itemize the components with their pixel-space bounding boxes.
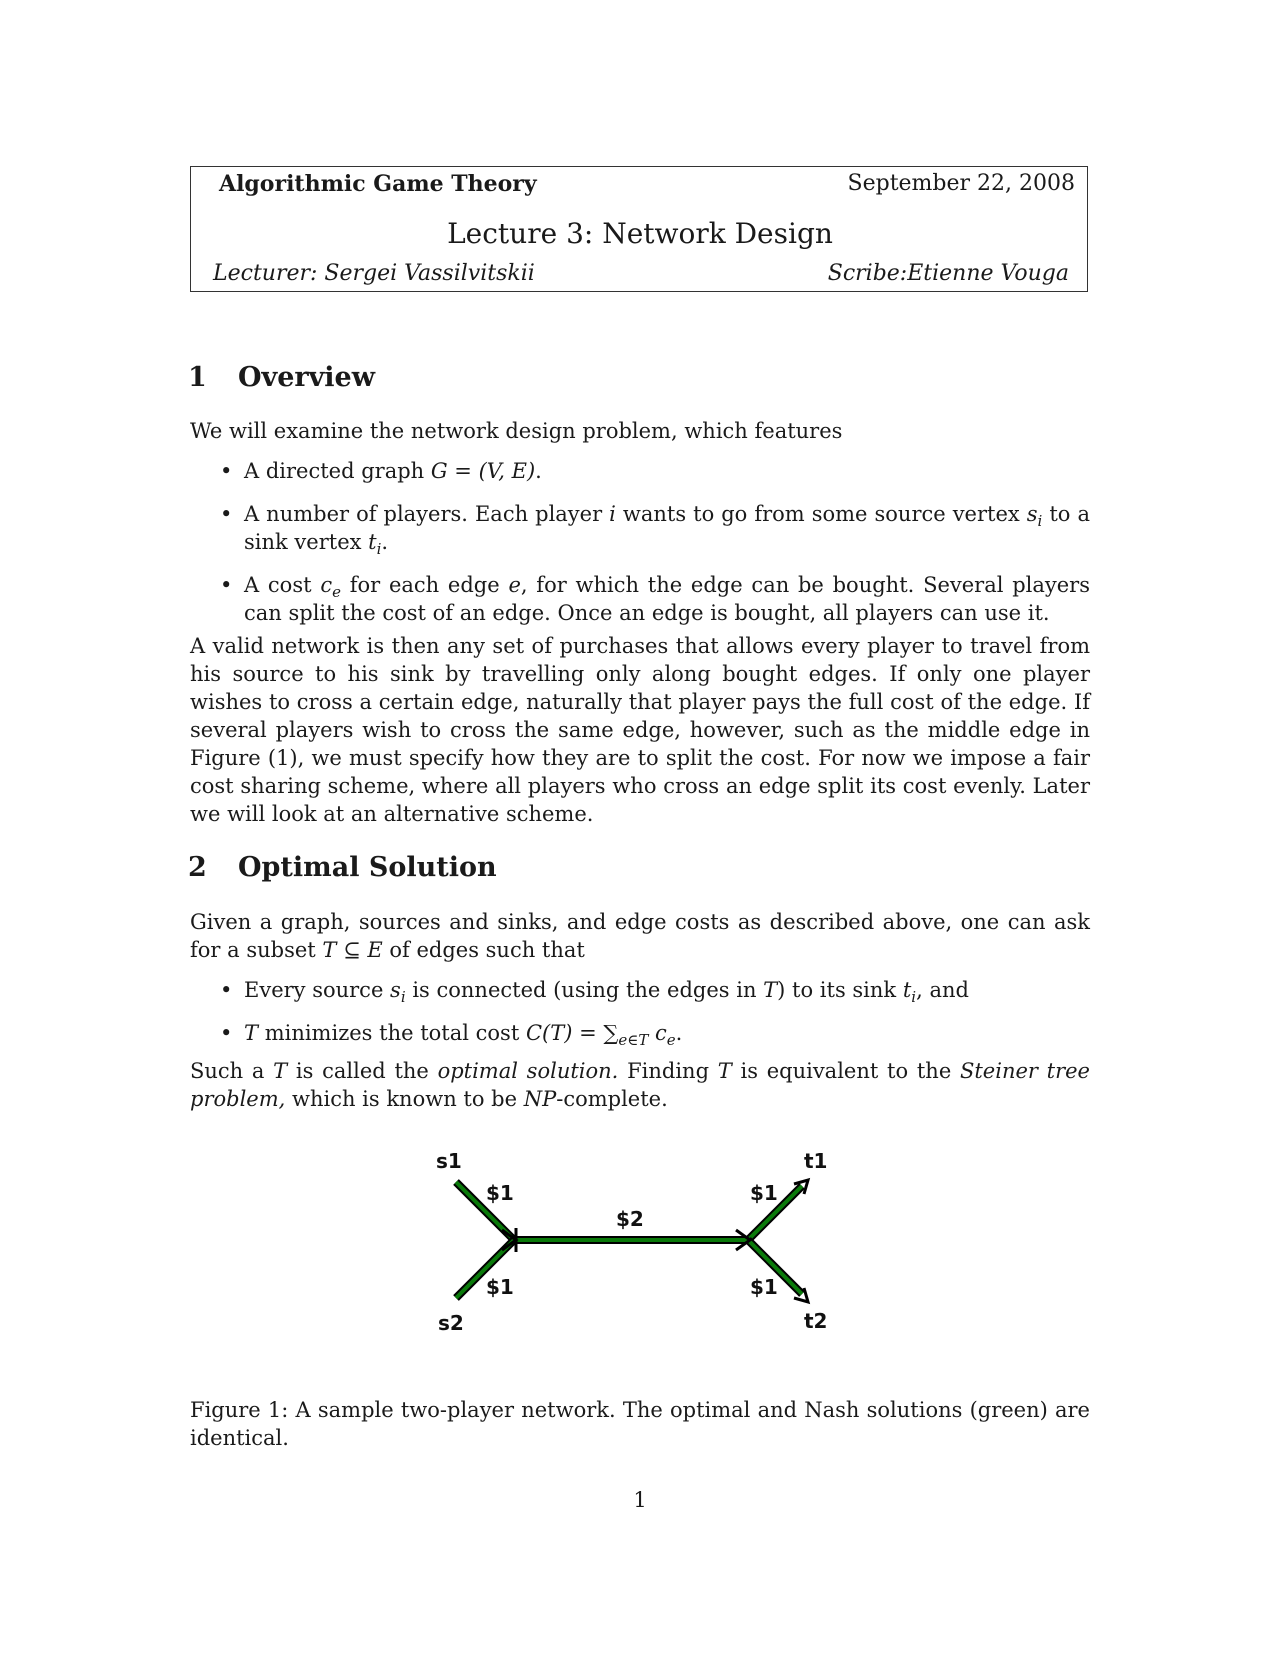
section-heading-overview: [188, 362, 375, 394]
list-item: • A directed graph G = (V, E).: [220, 459, 542, 483]
optimal-bullet-list: [190, 976, 1090, 1050]
figure-caption: Figure 1: A sample two-player network. The optimal and Nash solutions (green) are identical.: [190, 1398, 1090, 1450]
section-title: Optimal Solution: [238, 852, 497, 883]
overview-paragraph: A valid network is then any set of purchases that allows every player to travel from his source to his sink by travelling only along bought edges. If only one player wishes to cross a certain edge, naturally that player pays the full cost of the edge. If several players wish to cross the same edge, however, such as the middle edge in Figure (1), we must specify how they are to split the cost. For now we impose a fair cost sharing scheme, where all players who cross an edge split its cost evenly. Later we will look at an alternative scheme.: [190, 634, 1090, 826]
lecture-title: Lecture 3: Network Design: [447, 217, 833, 250]
section-heading-optimal-solution: [188, 852, 497, 884]
course-name: Algorithmic Game Theory: [219, 171, 537, 197]
section-number: 2: [188, 852, 207, 883]
overview-bullet-list: [190, 457, 1090, 627]
edge-label-t2: $1: [750, 1275, 778, 1299]
lecture-header-box: [190, 166, 1088, 292]
section-number: 1: [188, 362, 207, 393]
lecturer: Lecturer: Sergei Vassilvitskii: [213, 261, 535, 286]
optimal-paragraph: Such a T is called the optimal solution. Finding T is equivalent to the Steiner tree problem, which is known to be NP-complete.: [190, 1059, 1090, 1111]
edge-label-t1: $1: [750, 1181, 778, 1205]
node-label-t2: t2: [804, 1309, 828, 1333]
edge-label-s1: $1: [486, 1181, 514, 1205]
scribe: Scribe:Etienne Vouga: [827, 261, 1069, 286]
overview-intro: We will examine the network design problem, which features: [190, 419, 843, 443]
list-item: • Every source $s_i$ is connected (using the edges in T) to its sink $t_i$, and: [220, 978, 969, 1007]
list-item: • T minimizes the total cost $C(T) = \sum_{e\in T}$ $c_e$.: [220, 1021, 683, 1050]
node-label-s2: s2: [438, 1311, 464, 1335]
edge-label-s2: $1: [486, 1275, 514, 1299]
list-item: • A number of players. Each player i wants to go from some source vertex $s_i$ to a sink vertex $t_i$.: [220, 502, 1090, 559]
lecture-date: September 22, 2008: [847, 171, 1075, 196]
list-item: • A cost $c_e$ for each edge e, for which the edge can be bought. Several players can split the cost of an edge. Once an edge is bought, all players can use it.: [220, 573, 1090, 625]
page-number: 1: [633, 1488, 647, 1512]
edge-label-middle: $2: [616, 1207, 644, 1231]
node-label-t1: t1: [804, 1149, 828, 1173]
section-title: Overview: [238, 362, 375, 393]
optimal-intro: Given a graph, sources and sinks, and edge costs as described above, one can ask for a subset T ⊆ E of edges such that: [190, 910, 1090, 962]
node-label-s1: s1: [436, 1149, 462, 1173]
network-figure: [430, 1148, 850, 1348]
